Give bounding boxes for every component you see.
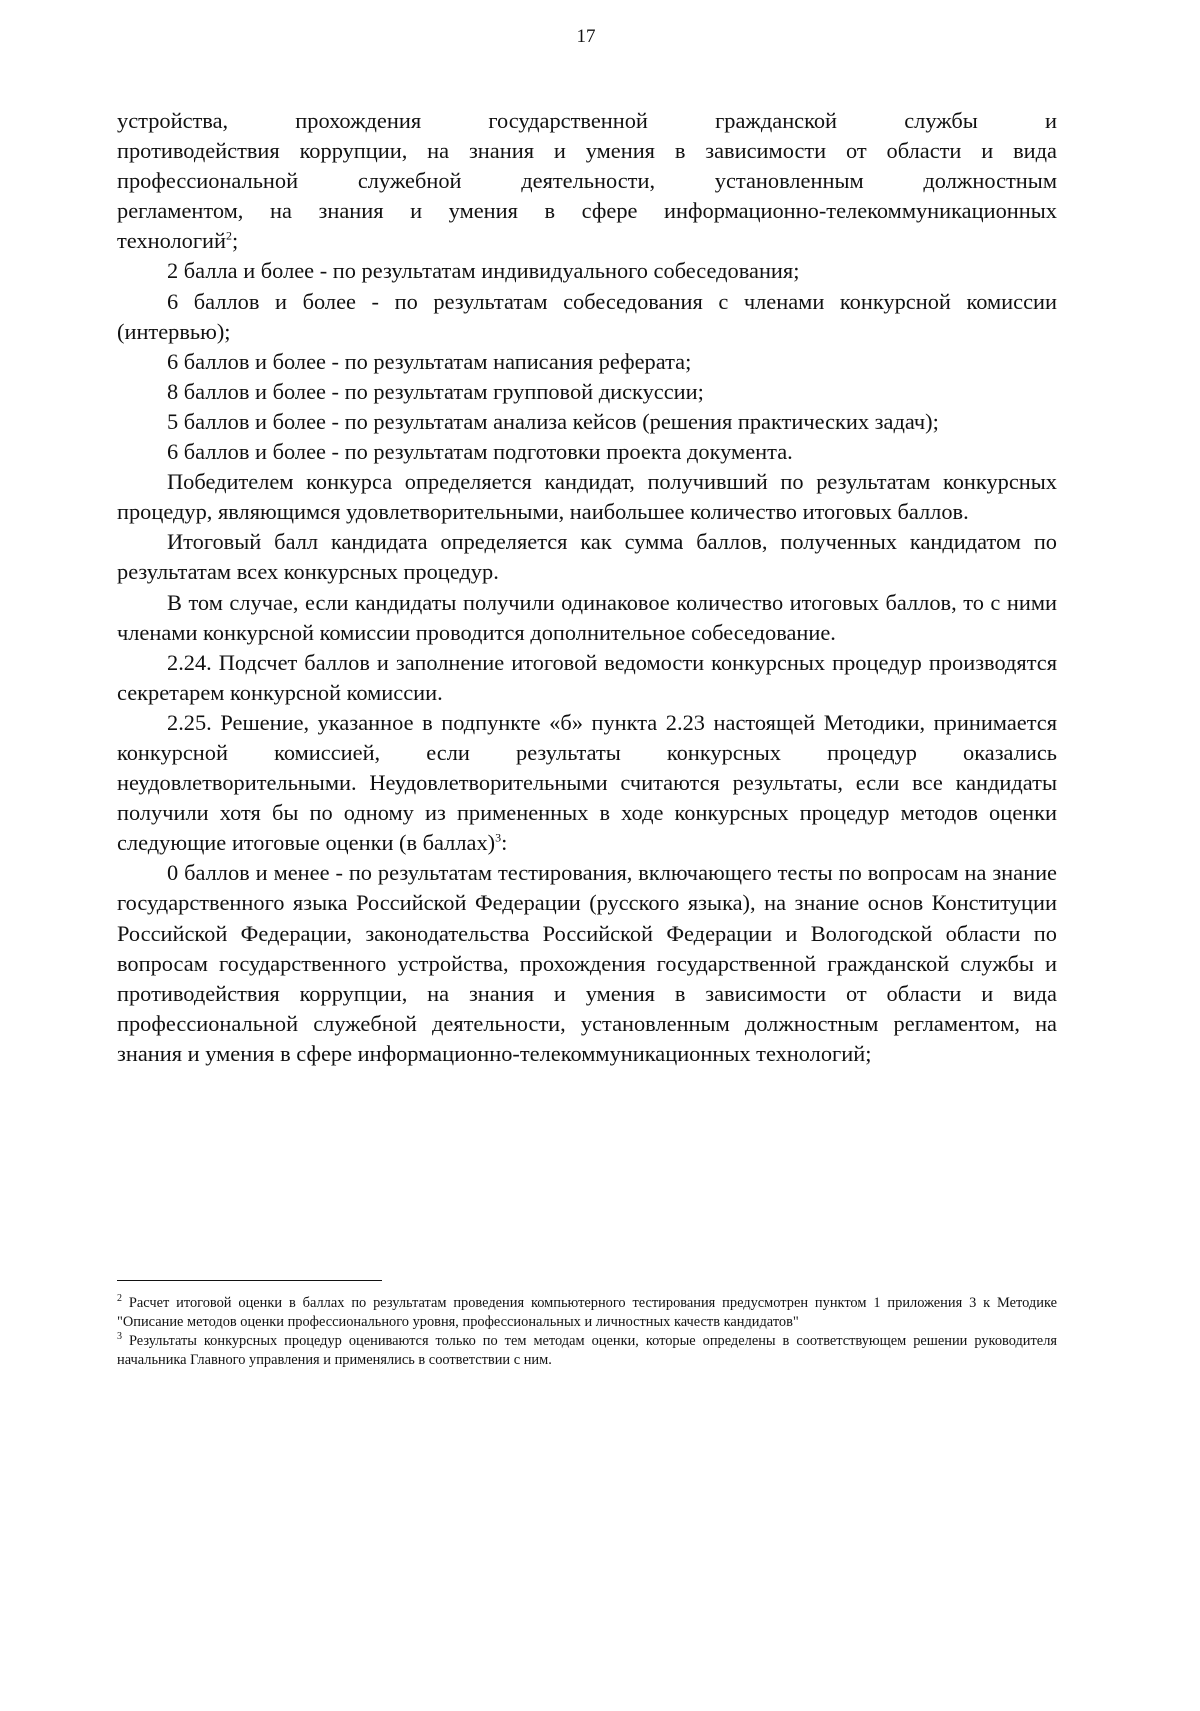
text-line: устройства, прохождения государственной гражданской службы и bbox=[117, 108, 1057, 133]
footnotes bbox=[117, 1294, 1057, 1370]
text-line: регламентом, на знания и умения в сфере информационно-телекоммуникационных bbox=[117, 198, 1057, 224]
text-fragment: ; bbox=[232, 228, 239, 254]
footnote bbox=[117, 1294, 1057, 1332]
document-body bbox=[117, 106, 1057, 1069]
footnote bbox=[117, 1332, 1057, 1370]
text-line bbox=[117, 226, 1057, 256]
paragraph-essay-score: 6 баллов и более - по результатам написания реферата; bbox=[167, 348, 692, 374]
footnote-marker: 2 bbox=[117, 1293, 122, 1305]
text-line: противодействия коррупции, на знания и умения в зависимости от области и вида bbox=[117, 138, 1057, 164]
footnote-text: Результаты конкурсных процедур оцениваются только по тем методам оценки, которые определены в соответствующем решении руководителя начальника Главного управления и применялись в соответствии с ним. bbox=[117, 1333, 1057, 1368]
text-line: профессиональной служебной деятельности, установленным должностным bbox=[117, 168, 1057, 194]
paragraph-winner-rule: Победителем конкурса определяется кандидат, получивший по результатам конкурсных процедур, являющимся удовлетворительными, наибольшее количество итоговых баллов. bbox=[117, 469, 1057, 525]
paragraph-document-draft-score: 6 баллов и более - по результатам подготовки проекта документа. bbox=[167, 439, 793, 465]
footnote-reference: 3 bbox=[495, 830, 502, 845]
paragraph-commission-interview-score: 6 баллов и более - по результатам собеседования с членами конкурсной комиссии (интервью); bbox=[117, 288, 1057, 344]
footnote-marker: 3 bbox=[117, 1331, 122, 1343]
paragraph-clause-2-25 bbox=[117, 708, 1057, 858]
paragraph-testing-score: 0 баллов и менее - по результатам тестирования, включающего тесты по вопросам на знание государственного языка Российской Федерации (русского языка), на знание основ Конституции Российской Федерации, законодательства Российской Федерации и Вологодской области по вопросам государственного устройства, прохождения государственной гражданской службы и противодействия коррупции, на знания и умения в зависимости от области и вида профессиональной служебной деятельности, установленным должностным регламентом, на знания и умения в сфере информационно-телекоммуникационных технологий; bbox=[117, 860, 1057, 1066]
footnote-separator bbox=[117, 1280, 382, 1281]
page-number: 17 bbox=[576, 26, 596, 47]
paragraph-case-analysis-score: 5 баллов и более - по результатам анализа кейсов (решения практических задач); bbox=[167, 408, 939, 434]
paragraph-tie-rule: В том случае, если кандидаты получили одинаковое количество итоговых баллов, то с ними членами конкурсной комиссии проводится дополнительное собеседование. bbox=[117, 589, 1057, 645]
paragraph-continued bbox=[117, 106, 1057, 256]
text-fragment: технологий bbox=[117, 228, 227, 254]
paragraph-final-score-rule: Итоговый балл кандидата определяется как сумма баллов, полученных кандидатом по результатам всех конкурсных процедур. bbox=[117, 529, 1057, 585]
text-fragment: : bbox=[501, 830, 508, 856]
paragraph-interview-score: 2 балла и более - по результатам индивидуального собеседования; bbox=[167, 258, 800, 284]
text-fragment: 2.25. Решение, указанное в подпункте «б» пункта 2.23 настоящей Методики, принимается конкурсной комиссией, если результаты конкурсных процедур оказались неудовлетворительными. Неудовлетворительными считаются результаты, если все кандидаты получили хотя бы по одному из примененных в ходе конкурсных процедур методов оценки следующие итоговые оценки (в баллах) bbox=[117, 709, 1057, 856]
paragraph-clause-2-24: 2.24. Подсчет баллов и заполнение итоговой ведомости конкурсных процедур производятся секретарем конкурсной комиссии. bbox=[117, 649, 1057, 705]
footnote-reference: 2 bbox=[226, 228, 233, 243]
footnote-text: Расчет итоговой оценки в баллах по результатам проведения компьютерного тестирования предусмотрен пунктом 1 приложения 3 к Методике "Описание методов оценки профессионального уровня, профессиональных и личностных качеств кандидатов" bbox=[117, 1295, 1057, 1330]
paragraph-group-discussion-score: 8 баллов и более - по результатам групповой дискуссии; bbox=[167, 378, 704, 404]
